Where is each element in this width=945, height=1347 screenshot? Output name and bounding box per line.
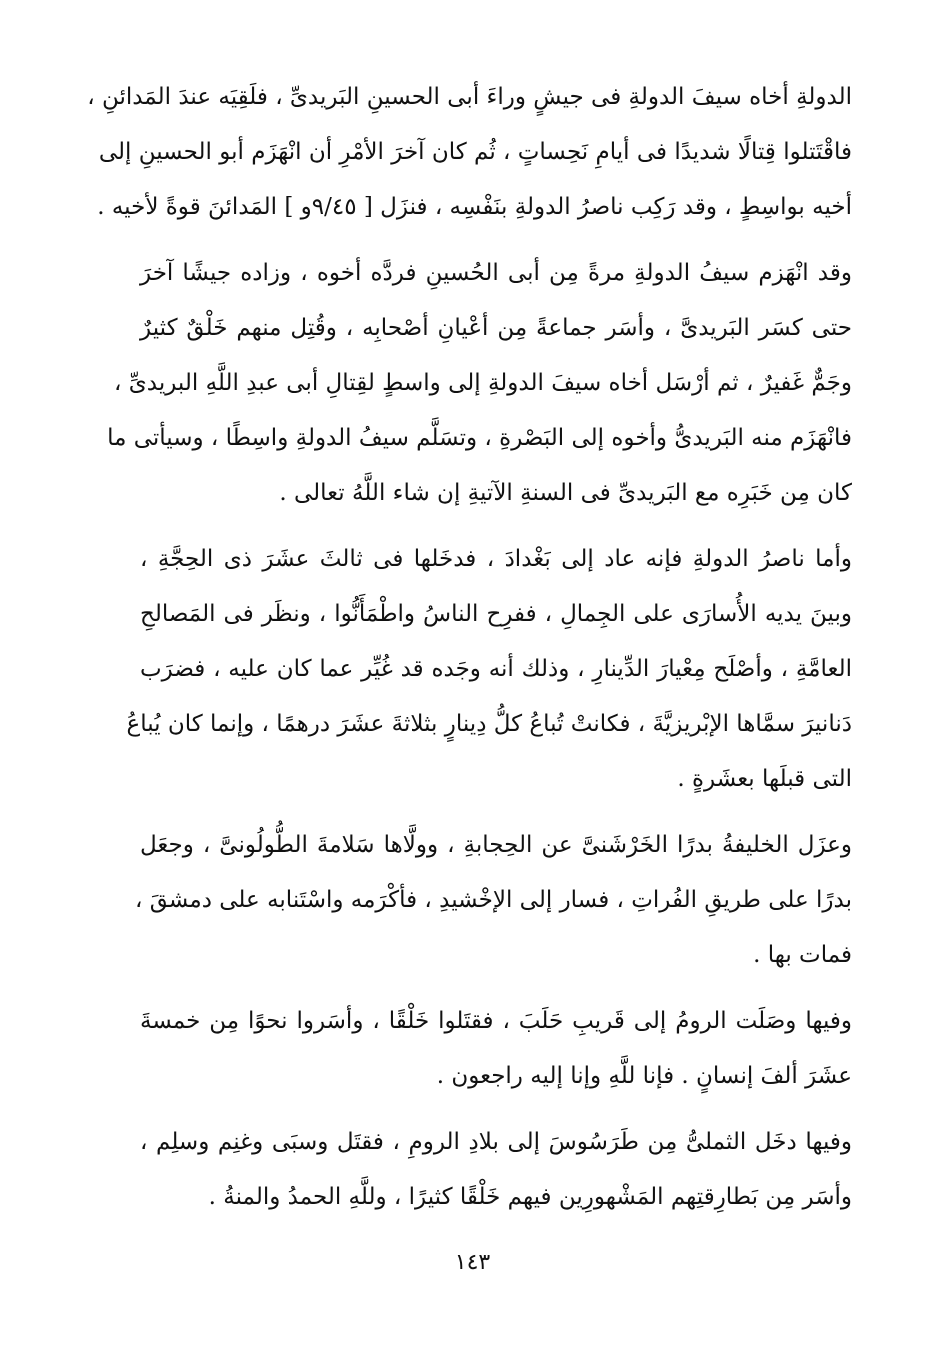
page-body	[87, 70, 852, 1225]
paragraph-6	[140, 1115, 852, 1225]
paragraph-3	[126, 532, 852, 807]
text-line: بدرًا على طريقِ الفُراتِ ، فسار إلى الإخْشيدِ ، فأكْرَمه واسْتَنابه على دمشقَ ،	[134, 887, 852, 913]
text-line: وأسَر مِن بَطارِقتِهم المَشْهورِين فيهم خَلْقًا كثيرًا ، وللَّهِ الحمدُ والمنةُ .	[208, 1184, 852, 1210]
text-line: وعزَل الخليفةُ بدرًا الخَرْشَنىَّ عن الحِجابةِ ، وولَّاها سَلامةَ الطُّولُونىَّ ، وجعَل	[140, 832, 852, 858]
paragraph-gap	[140, 807, 852, 818]
page-number: ١٤٣	[454, 1250, 491, 1275]
text-line: وجَمٌّ غَفيرٌ ، ثم أرْسَل أخاه سيفَ الدولةِ إلى واسطٍ لقِتالِ أبى عبدِ اللَّهِ البريدىِّ ،	[114, 370, 852, 396]
text-line: فمات بها .	[753, 942, 852, 968]
paragraph-5	[140, 994, 852, 1104]
text-line: وقد انْهَزم سيفُ الدولةِ مرةً مِن أبى الحُسينِ فردَّه أخوه ، وزاده جيشًا آخرَ	[140, 260, 852, 286]
text-line: فانْهَزَم منه البَريدىُّ وأخوه إلى البَصْرةِ ، وتسَلَّم سيفُ الدولةِ واسِطًا ، وسيأتى ما	[107, 425, 852, 451]
paragraph-4	[134, 818, 852, 983]
text-line: أخيه بواسِطٍ ، وقد رَكِب ناصرُ الدولةِ بنَفْسِه ، فنزَل [ ٩/٤٥و ] المَدائنَ قوةً لأخيه .	[97, 194, 852, 220]
text-line: الدولةِ أخاه سيفَ الدولةِ فى جيشٍ وراءَ أبى الحسينِ البَريدىِّ ، فلَقِيَه عندَ المَدائنِ ،	[87, 84, 852, 110]
paragraph-gap	[140, 983, 852, 994]
paragraph-gap	[140, 235, 852, 246]
paragraph-gap	[140, 521, 852, 532]
text-line: عشَرَ ألفَ إنسانٍ . فإنا للَّهِ وإنا إليه راجعون .	[436, 1063, 852, 1089]
text-line: التى قبلَها بعشَرةٍ .	[677, 766, 852, 792]
text-line: وبينَ يديه الأُسارَى على الجِمالِ ، ففرِح الناسُ واطْمَأَنُّوا ، ونظَر فى المَصالحِ	[140, 601, 852, 627]
text-line: وأما ناصرُ الدولةِ فإنه عاد إلى بَغْدادَ ، فدخَلها فى ثالثَ عشَرَ ذى الحِجَّةِ ،	[140, 546, 852, 572]
text-line: فاقْتَتلوا قِتالًا شديدًا فى أيامِ نَحِساتٍ ، ثُم كان آخرَ الأمْرِ أن انْهَزَم أبو الحسينِ إلى	[98, 139, 852, 165]
paragraph-1	[87, 70, 852, 235]
text-line: كان مِن خَبَرِه مع البَريدىِّ فى السنةِ الآتيةِ إن شاء اللَّهُ تعالى .	[279, 480, 852, 506]
text-line: وفيها دخَل الثملىُّ مِن طَرَسُوسَ إلى بلادِ الرومِ ، فقتَل وسبَى وغنِم وسلِم ،	[140, 1129, 852, 1155]
text-line: دَنانيرَ سمَّاها الإبْريزيَّةَ ، فكانتْ تُباعُ كلُّ دِينارٍ بثلاثةَ عشَرَ درهمًا ، وإنما كان يُباعُ	[126, 711, 852, 737]
paragraph-2	[107, 246, 852, 521]
paragraph-gap	[140, 1104, 852, 1115]
text-line: وفيها وصَلَت الرومُ إلى قَريبِ حَلَبَ ، فقتَلوا خَلْقًا ، وأسَروا نحوًا مِن خمسةَ	[140, 1008, 852, 1034]
text-line: العامَّةِ ، وأصْلَح مِعْيارَ الدِّينارِ ، وذلك أنه وجَده قد غُيِّر عما كان عليه ، فضرَب	[140, 656, 852, 682]
text-line: حتى كسَر البَريدىَّ ، وأسَر جماعةً مِن أعْيانِ أصْحابِه ، وقُتِل منهم خَلْقٌ كثيرٌ	[140, 315, 852, 341]
